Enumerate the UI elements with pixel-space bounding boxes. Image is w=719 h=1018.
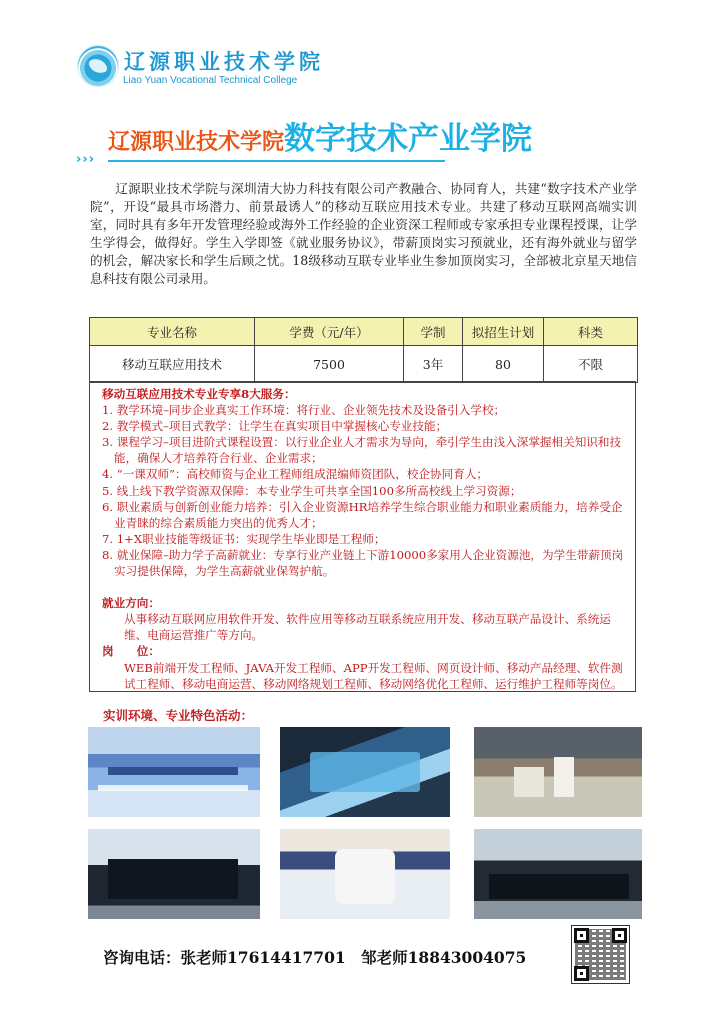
career-direction-title: 就业方向： (102, 596, 160, 611)
service-item: 4. “一课双师”：高校师资与企业工程师组成混编师资团队，校企协同育人； (102, 467, 489, 482)
qr-finder-icon (574, 966, 589, 981)
service-item: 2. 教学模式–项目式教学：让学生在真实项目中掌握核心专业技能； (102, 419, 448, 434)
logo-english-name: Liao Yuan Vocational Technical College (123, 75, 298, 86)
program-table (89, 317, 638, 383)
title-divider (108, 160, 445, 162)
service-item: 8. 就业保障–助力学子高薪就业：专享行业产业链上下游10000多家用人企业资源池，为学生带薪顶岗实习提供保障，为学生高薪就业保驾护航。 (102, 547, 624, 579)
cell-tuition: 7500 (255, 346, 404, 383)
title-department: 数字技术产业学院 (284, 121, 533, 157)
computer-lab-photo (474, 829, 642, 919)
chevron-right-icon: ››› (76, 152, 96, 167)
services-box (89, 381, 636, 692)
contact-phone: 咨询电话：张老师17614417701 邹老师18843004075 (103, 948, 527, 967)
campus-model-photo (474, 727, 642, 817)
cell-major: 移动互联应用技术 (90, 346, 255, 383)
training-room-photo (88, 727, 260, 817)
qr-finder-icon (574, 928, 589, 943)
table-header-row (90, 318, 638, 346)
logo-chinese-name: 辽源职业技术学院 (124, 50, 324, 74)
header-major: 专业名称 (90, 318, 255, 346)
qr-finder-icon (612, 928, 627, 943)
header-category: 科类 (544, 318, 638, 346)
title-college: 辽源职业技术学院 (108, 129, 285, 155)
team-photo (280, 829, 450, 919)
college-logo-icon (78, 46, 118, 86)
services-title: 移动互联应用技术专业专享8大服务： (102, 387, 296, 401)
header-enrollment-plan: 拟招生计划 (463, 318, 544, 346)
table-row (90, 346, 638, 383)
lab-screen-photo (280, 727, 450, 817)
service-item: 3. 课程学习–项目进阶式课程设置：以行业企业人才需求为导向，牵引学生由浅入深掌握相关知识和技能，确保人才培养符合行业、企业需求； (102, 435, 622, 466)
page-title (108, 113, 532, 158)
header-duration: 学制 (404, 318, 463, 346)
service-item: 6. 职业素质与创新创业能力培养：引入企业资源HR培养学生综合职业能力和职业素质能力，培养受企业青睐的综合素质能力突出的优秀人才； (102, 499, 623, 530)
students-group-photo (88, 829, 260, 919)
intro-paragraph: 辽源职业技术学院与深圳清大协力科技有限公司产教融合、协同育人，共建“数字技术产业学院”，开设“最具市场潜力、前景最诱人”的移动互联应用技术专业。共建了移动互联网高端实训室，同时具有多年开发管理经验或海外工作经验的企业资深工程师或专家承担专业课程授课，让学生学得会，做得好。学生入学即签《就业服务协议》，带薪顶岗实习预就业，还有海外就业与留学的机会，解决家长和学生后顾之忧。18级移动互联专业毕业生参加顶岗实习，全部被北京星天地信息科技有限公司录用。 (90, 181, 637, 286)
service-item: 5. 线上线下教学资源双保障：本专业学生可共享全国100多所高校线上学习资源； (102, 483, 522, 498)
jobs-text: WEB前端开发工程师、JAVA开发工程师、APP开发工程师、网页设计师、移动产品经理、软件测试工程师、移动电商运营、移动网络规划工程师、移动网络优化工程师、运行维护工程师等岗位。 (124, 660, 623, 691)
qr-code-icon (571, 925, 630, 984)
service-item: 7. 1+X职业技能等级证书：实现学生毕业即是工程师； (102, 531, 386, 546)
jobs-label: 岗 位： (102, 644, 160, 659)
header-tuition: 学费（元/年） (255, 318, 404, 346)
cell-duration: 3年 (404, 346, 463, 383)
cell-enrollment-plan: 80 (463, 346, 544, 383)
cell-category: 不限 (544, 346, 638, 383)
gallery-title: 实训环境、专业特色活动： (103, 708, 254, 723)
career-direction-text: 从事移动互联网应用软件开发、软件应用等移动互联系统应用开发、移动互联产品设计、系统运维、电商运营推广等方向。 (124, 612, 611, 643)
service-item: 1. 教学环境–同步企业真实工作环境：将行业、企业领先技术及设备引入学校； (102, 403, 506, 418)
